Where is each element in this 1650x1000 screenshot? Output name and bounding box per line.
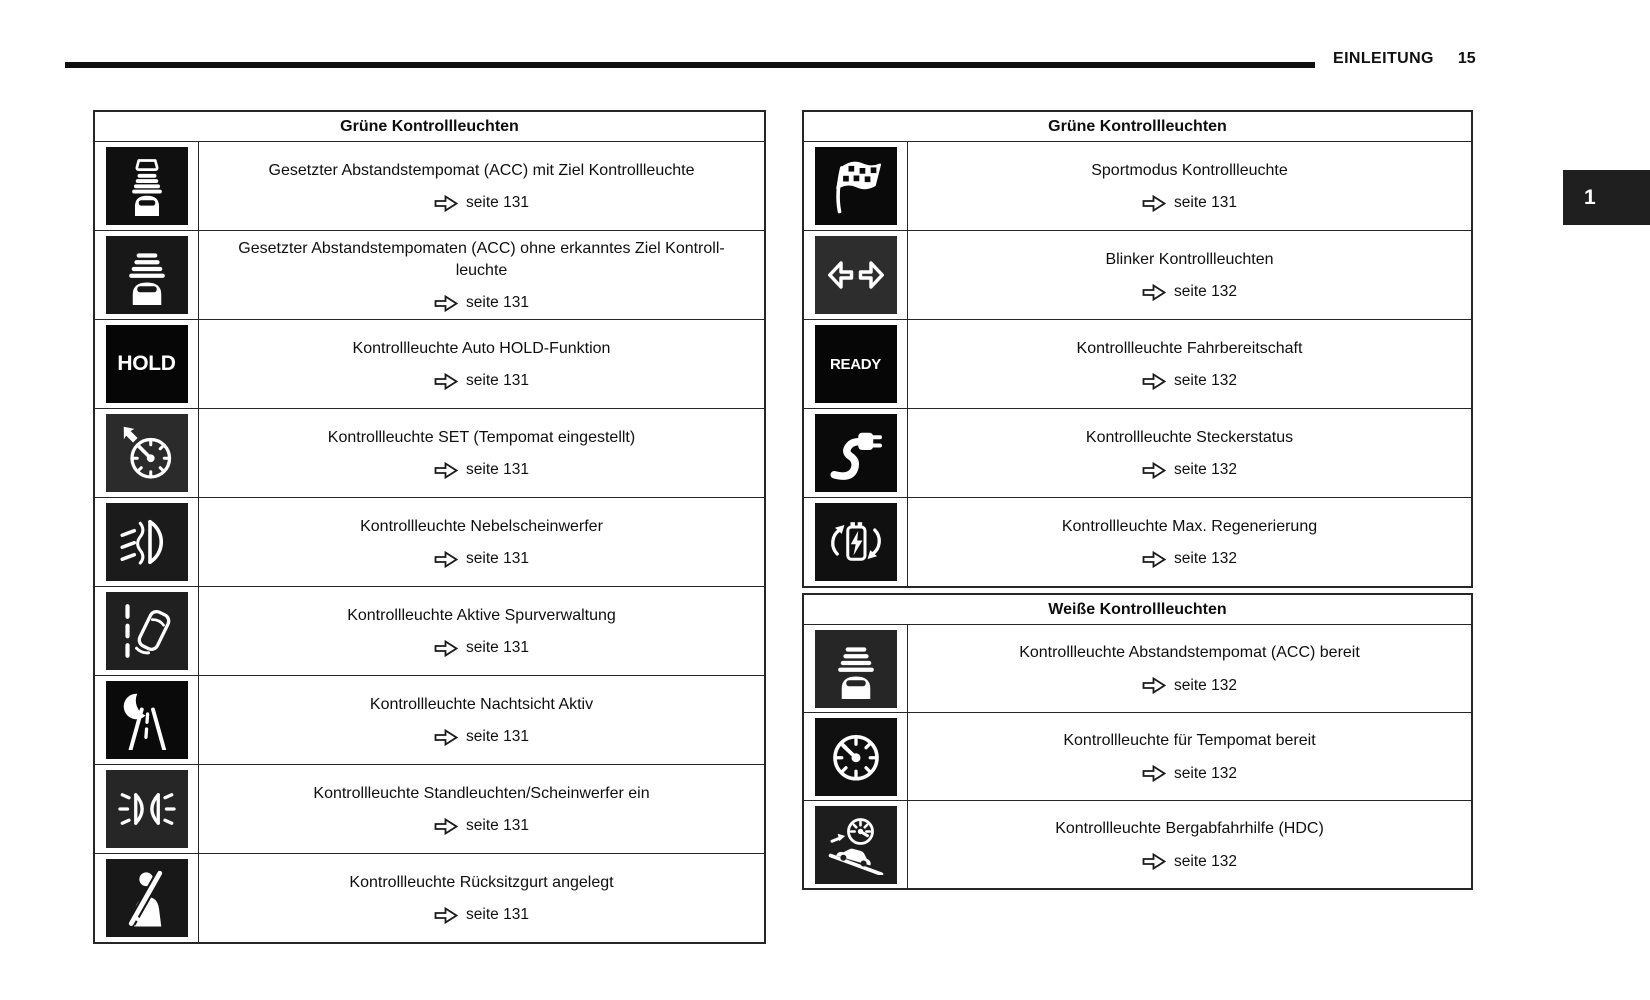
table-row (95, 586, 764, 675)
page-reference (434, 461, 529, 479)
acc-ready-icon (815, 630, 897, 708)
charge-plug-icon (815, 414, 897, 492)
indicator-title: Kontrollleuchte SET (Tempomat eingestellt) (327, 428, 636, 446)
page-reference (1142, 283, 1237, 301)
page-reference (434, 639, 529, 657)
night-vision-icon (106, 681, 188, 759)
page-reference-text: seite 132 (1174, 852, 1237, 870)
page-reference (1142, 677, 1237, 695)
page-reference-text: seite 132 (1174, 676, 1237, 694)
page-reference-text: seite 131 (466, 194, 529, 212)
arrow-right-icon (434, 551, 458, 568)
sport-mode-flag-icon (815, 147, 897, 225)
header-rule (65, 62, 1315, 68)
table-row (804, 624, 1471, 712)
table-row (95, 319, 764, 408)
arrow-right-icon (434, 729, 458, 746)
table-row (95, 230, 764, 319)
indicator-title: Kontrollleuchte Nachtsicht Aktiv (369, 695, 594, 713)
page-reference-text: seite 131 (466, 550, 529, 568)
table-green-indicators-right (802, 110, 1473, 588)
arrow-right-icon (434, 818, 458, 835)
table-row (95, 497, 764, 586)
fog-lights-icon (106, 503, 188, 581)
indicator-title: Kontrollleuchte Auto HOLD-Funktion (352, 339, 611, 357)
table-row (95, 675, 764, 764)
rear-seatbelt-icon (106, 859, 188, 937)
acc-with-target-icon (106, 147, 188, 225)
table-title: Grüne Kontrollleuchten (340, 117, 519, 135)
page-reference-text: seite 131 (466, 461, 529, 479)
table-title: Weiße Kontrollleuchten (1048, 600, 1227, 618)
indicator-title: Gesetzter Abstandstempomat (ACC) mit Ziel Kontrollleuchte (268, 161, 695, 179)
turn-signals-icon (815, 236, 897, 314)
page-reference-text: seite 132 (1174, 550, 1237, 568)
table-row (95, 408, 764, 497)
indicator-title: Kontrollleuchte Rücksitzgurt angelegt (349, 873, 614, 891)
table-row (804, 408, 1471, 497)
page-reference (434, 372, 529, 390)
page-reference (1142, 550, 1237, 568)
indicator-title: Gesetzter Abstandstempomaten (ACC) ohne erkanntes Ziel Kontroll-leuchte (238, 239, 725, 279)
page-reference-text: seite 131 (466, 294, 529, 312)
page-reference-text: seite 132 (1174, 461, 1237, 479)
section-title: EINLEITUNG (1333, 50, 1434, 67)
indicator-title: Kontrollleuchte Abstandstempomat (ACC) bereit (1019, 644, 1360, 662)
max-regeneration-icon (815, 503, 897, 581)
page-reference-text: seite 132 (1174, 283, 1237, 301)
indicator-title: Kontrollleuchte Bergabfahrhilfe (HDC) (1055, 820, 1324, 838)
arrow-right-icon (434, 907, 458, 924)
page-reference (434, 906, 529, 924)
page-reference (1142, 372, 1237, 390)
page-reference (434, 817, 529, 835)
page-reference (434, 294, 529, 312)
cruise-set-speedometer-icon (106, 414, 188, 492)
chapter-tab (1563, 170, 1650, 225)
indicator-title: Kontrollleuchte für Tempomat bereit (1063, 732, 1316, 750)
arrow-right-icon (1142, 462, 1166, 479)
table-row (95, 141, 764, 230)
page-reference-text: seite 131 (466, 728, 529, 746)
arrow-right-icon (1142, 551, 1166, 568)
table-row (804, 800, 1471, 888)
page-reference (1142, 853, 1237, 871)
drive-ready-icon: READY (815, 325, 897, 403)
arrow-right-icon (1142, 373, 1166, 390)
table-row (804, 230, 1471, 319)
page-reference (1142, 461, 1237, 479)
arrow-right-icon (434, 462, 458, 479)
page-header (1333, 50, 1476, 68)
parking-lights-icon (106, 770, 188, 848)
table-title: Grüne Kontrollleuchten (1048, 117, 1227, 135)
page-reference-text: seite 131 (466, 639, 529, 657)
arrow-right-icon (1142, 284, 1166, 301)
auto-hold-icon: HOLD (106, 325, 188, 403)
table-row (804, 319, 1471, 408)
indicator-title: Kontrollleuchte Nebelscheinwerfer (360, 517, 603, 535)
table-white-indicators (802, 593, 1473, 890)
table-row (804, 712, 1471, 800)
table-row (95, 764, 764, 853)
indicator-title: Blinker Kontrollleuchten (1105, 250, 1274, 268)
page-reference-text: seite 132 (1174, 764, 1237, 782)
table-row (804, 141, 1471, 230)
acc-no-target-icon (106, 236, 188, 314)
page-reference-text: seite 132 (1174, 372, 1237, 390)
page-reference (1142, 194, 1237, 212)
indicator-title: Kontrollleuchte Steckerstatus (1085, 428, 1294, 446)
table-row (804, 497, 1471, 586)
page-reference (1142, 765, 1237, 783)
indicator-title: Kontrollleuchte Fahrbereitschaft (1076, 339, 1303, 357)
active-lane-management-icon (106, 592, 188, 670)
table-green-indicators-left (93, 110, 766, 944)
arrow-right-icon (1142, 195, 1166, 212)
page-reference (434, 728, 529, 746)
page-reference (434, 550, 529, 568)
indicator-title: Sportmodus Kontrollleuchte (1091, 161, 1288, 179)
arrow-right-icon (434, 373, 458, 390)
page-reference-text: seite 131 (466, 906, 529, 924)
page-reference-text: seite 131 (1174, 194, 1237, 212)
table-row (95, 853, 764, 942)
page-reference (434, 194, 529, 212)
arrow-right-icon (1142, 765, 1166, 782)
indicator-title: Kontrollleuchte Aktive Spurverwaltung (347, 606, 616, 624)
hill-descent-control-icon (815, 806, 897, 884)
page-reference-text: seite 131 (466, 372, 529, 390)
page-number: 15 (1457, 50, 1476, 67)
indicator-title: Kontrollleuchte Standleuchten/Scheinwerfer ein (313, 784, 650, 802)
cruise-ready-speedometer-icon (815, 718, 897, 796)
arrow-right-icon (434, 295, 458, 312)
chapter-tab-number: 1 (1584, 185, 1596, 209)
page-reference-text: seite 131 (466, 817, 529, 835)
indicator-title: Kontrollleuchte Max. Regenerierung (1061, 517, 1318, 535)
arrow-right-icon (1142, 677, 1166, 694)
arrow-right-icon (434, 195, 458, 212)
arrow-right-icon (1142, 853, 1166, 870)
arrow-right-icon (434, 640, 458, 657)
